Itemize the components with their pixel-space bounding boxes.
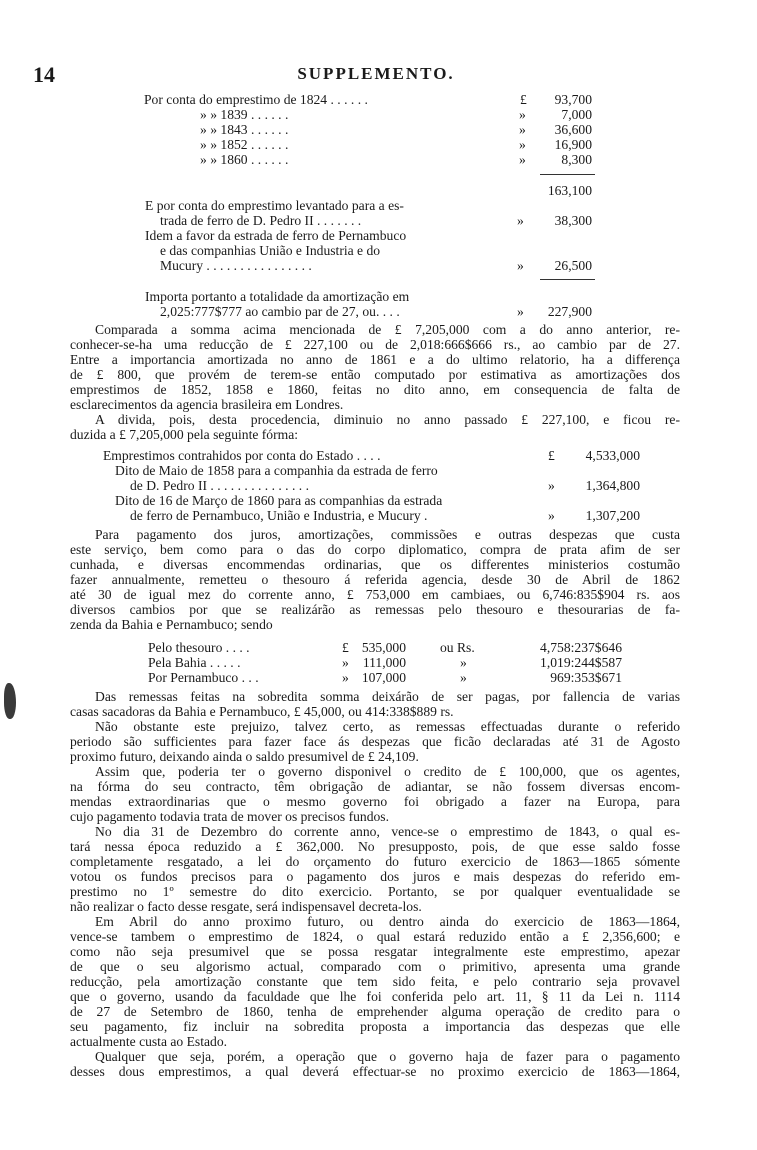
text-line: e das companhias União e Industria e do (160, 243, 381, 258)
text-line: de 27 de Setembro de 1860, tenha de emprehender alguma operação de credito para o (70, 1004, 680, 1019)
sum-rule (540, 174, 595, 175)
amount-cell: 1,019:244$587 (540, 655, 622, 670)
sum-rule (540, 279, 595, 280)
text-line: emprestimos de 1852, 1858 e 1860, feitas no dito anno, em consequencia de falta de (70, 382, 680, 397)
text-line: reducção, pela amortização constante que tem sido feita, e pelo contrario seja provavel (70, 974, 680, 989)
text-line: como não seja presumivel que se possa resgatar integralmente este emprestimo, apezar (70, 944, 680, 959)
text-line: esclarecimentos da agencia brasileira em Londres. (70, 397, 344, 412)
amount-cell: » (519, 137, 526, 152)
amount-cell: £ (342, 640, 349, 655)
amount-cell: 111,000 (362, 655, 406, 670)
text-line: este serviço, bem como para o das do corpo diplomatico, compra de prata afim de ser (70, 542, 680, 557)
amount-cell: » (548, 478, 555, 493)
text-line: Dito de Maio de 1858 para a companhia da estrada de ferro (115, 463, 438, 478)
amount-cell: » (342, 655, 349, 670)
text-line: votou os fundos precisos para o pagamento dos juros e mais despezas do referido em- (70, 869, 680, 884)
page-edge-mark (4, 683, 16, 719)
amount-cell: 93,700 (554, 92, 592, 107)
amount-cell: 227,900 (547, 304, 592, 319)
amount-cell: 4,758:237$646 (540, 640, 622, 655)
text-line: No dia 31 de Dezembro do corrente anno, vence-se o emprestimo de 1843, o qual es- (95, 824, 680, 839)
amount-cell: 1,307,200 (585, 508, 640, 523)
text-line: desses dous emprestimos, a qual deverá effectuar-se no proximo exercicio de 1863—1864, (70, 1064, 680, 1079)
text-line: de D. Pedro II . . . . . . . . . . . . . . . (130, 478, 309, 493)
text-line: diversos cambios por que se realizárão as remessas pelo thesouro e thesourarias de fa- (70, 602, 680, 617)
text-line: completamente resgatado, a lei do orçamento do futuro exercicio de 1863—1865 sómente (70, 854, 680, 869)
amount-cell: 8,300 (561, 152, 592, 167)
text-line: 2,025:777$777 ao cambio par de 27, ou. . . . (160, 304, 400, 319)
text-line: de £ 800, que provém de terem-se então computado por estimativa as amortizações dos (70, 367, 680, 382)
amount-cell: 107,000 (361, 670, 406, 685)
amount-cell: ou Rs. (440, 640, 475, 655)
text-line: Não obstante este prejuizo, talvez certo, as remessas effectuadas durante o referido (95, 719, 680, 734)
amount-cell: » (519, 152, 526, 167)
text-line: Pela Bahia . . . . . (148, 655, 241, 670)
text-line: actualmente custa ao Estado. (70, 1034, 228, 1049)
text-line: Comparada a somma acima mencionada de £ 7,205,000 com a do anno anterior, re- (95, 322, 680, 337)
text-line: Qualquer que seja, porém, a operação que o governo haja de fazer para o pagamento (95, 1049, 680, 1064)
amount-cell: » (519, 107, 526, 122)
text-line: até 30 de igual mez do corrente anno, £ 753,000 em cambiaes, ou 6,746:835$904 rs. aos (70, 587, 680, 602)
text-line: que o governo, usando da faculdade que lhe foi conferida pelo art. 11, § 11 da Lei n. 1114 (70, 989, 680, 1004)
text-line: Dito de 16 de Março de 1860 para as companhias da estrada (115, 493, 443, 508)
text-line: seu pagamento, fiz incluir na sobredita proposta a importancia das despezas que elle (70, 1019, 680, 1034)
amount-cell: 969:353$671 (550, 670, 622, 685)
amount-cell: 26,500 (554, 258, 592, 273)
text-line: Importa portanto a totalidade da amortização em (145, 289, 410, 304)
amount-cell: » (460, 655, 467, 670)
amount-cell: 16,900 (554, 137, 592, 152)
amount-cell: » (548, 508, 555, 523)
text-line: A divida, pois, desta procedencia, diminuio no anno passado £ 227,100, e ficou re- (95, 412, 680, 427)
text-line: prestimo no 1º semestre do dito exercicio. Portanto, se por qualquer eventualidade se (70, 884, 680, 899)
text-line: na fórma do seu contracto, têm obrigação de adiantar, se não fossem diversas encom- (70, 779, 680, 794)
text-line: de que o seu algorismo actual, comparado com o primitivo, apresenta uma grande (70, 959, 680, 974)
amount-cell: 4,533,000 (585, 448, 640, 463)
text-line: vence-se tambem o emprestimo de 1824, o qual estará reduzido então a £ 2,356,600; e (70, 929, 680, 944)
text-line: mendas extraordinarias que o mesmo governo foi obrigado a fazer na Europa, para (70, 794, 680, 809)
amount-cell: £ (520, 92, 527, 107)
amount-cell: » (460, 670, 467, 685)
amount-cell: 163,100 (547, 183, 592, 198)
text-line: não realizar o facto desse resgate, será indispensavel decreta-los. (70, 899, 422, 914)
amount-cell: 7,000 (561, 107, 592, 122)
text-line: » » 1843 . . . . . . (200, 122, 289, 137)
amount-cell: » (517, 258, 524, 273)
text-line: Pelo thesouro . . . . (148, 640, 250, 655)
text-line: Emprestimos contrahidos por conta do Estado . . . . (103, 448, 381, 463)
running-header (33, 62, 719, 86)
text-line: casas sacadoras da Bahia e Pernambuco, £ 45,000, ou 414:338$889 rs. (70, 704, 454, 719)
page-title: SUPPLEMENTO. (297, 64, 455, 83)
text-line: » » 1860 . . . . . . (200, 152, 289, 167)
text-line: E por conta do emprestimo levantado para a es- (145, 198, 404, 213)
text-line: Mucury . . . . . . . . . . . . . . . . (160, 258, 312, 273)
text-line: conhecer-se-ha uma reducção de £ 227,100 ou de 2,018:666$666 rs., ao cambio par de 27. (70, 337, 680, 352)
text-line: proximo futuro, deixando ainda o saldo presumivel de £ 24,109. (70, 749, 419, 764)
text-line: » » 1839 . . . . . . (200, 107, 289, 122)
text-line: duzida a £ 7,205,000 pela seguinte fórma: (70, 427, 299, 442)
text-line: » » 1852 . . . . . . (200, 137, 289, 152)
amount-cell: 535,000 (361, 640, 406, 655)
text-line: cujo pagamento todavia trata de mover os precisos fundos. (70, 809, 389, 824)
amount-cell: » (519, 122, 526, 137)
text-line: trada de ferro de D. Pedro II . . . . . . . (160, 213, 362, 228)
amount-cell: 1,364,800 (585, 478, 640, 493)
text-line: cunhada, e diversas encommendas ordinarias, que os differentes ministerios costumão (70, 557, 680, 572)
text-line: Em Abril do anno proximo futuro, ou dentro ainda do exercicio de 1863—1864, (95, 914, 680, 929)
text-line: Assim que, poderia ter o governo disponivel o credito de £ 100,000, que os agentes, (95, 764, 680, 779)
text-line: Entre a importancia amortizada no anno de 1861 e a do ultimo relatorio, ha a differença (70, 352, 680, 367)
amount-cell: » (342, 670, 349, 685)
text-line: periodo são sufficientes para fazer face ás despezas que ficão declaradas até 31 de Agosto (70, 734, 680, 749)
amount-cell: » (517, 213, 524, 228)
text-line: Idem a favor da estrada de ferro de Pernambuco (145, 228, 407, 243)
amount-cell: 38,300 (554, 213, 592, 228)
page-number: 14 (33, 62, 55, 87)
amount-cell: » (517, 304, 524, 319)
amount-cell: 36,600 (554, 122, 592, 137)
text-line: fazer annualmente, remetteu o thesouro á referida agencia, desde 30 de Abril de 1862 (70, 572, 680, 587)
text-line: Das remessas feitas na sobredita somma deixárão de ser pagas, por fallencia de varias (95, 689, 680, 704)
text-line: de ferro de Pernambuco, União e Industria, e Mucury . (130, 508, 428, 523)
amount-cell: £ (548, 448, 555, 463)
text-line: Por Pernambuco . . . (148, 670, 259, 685)
text-line: zenda da Bahia e Pernambuco; sendo (70, 617, 273, 632)
text-line: tará nessa época reduzido a £ 362,000. No presupposto, pois, de que esse saldo fosse (70, 839, 680, 854)
text-line: Por conta do emprestimo de 1824 . . . . . . (144, 92, 368, 107)
text-line: Para pagamento dos juros, amortizações, commissões e outras despezas que custa (95, 527, 680, 542)
